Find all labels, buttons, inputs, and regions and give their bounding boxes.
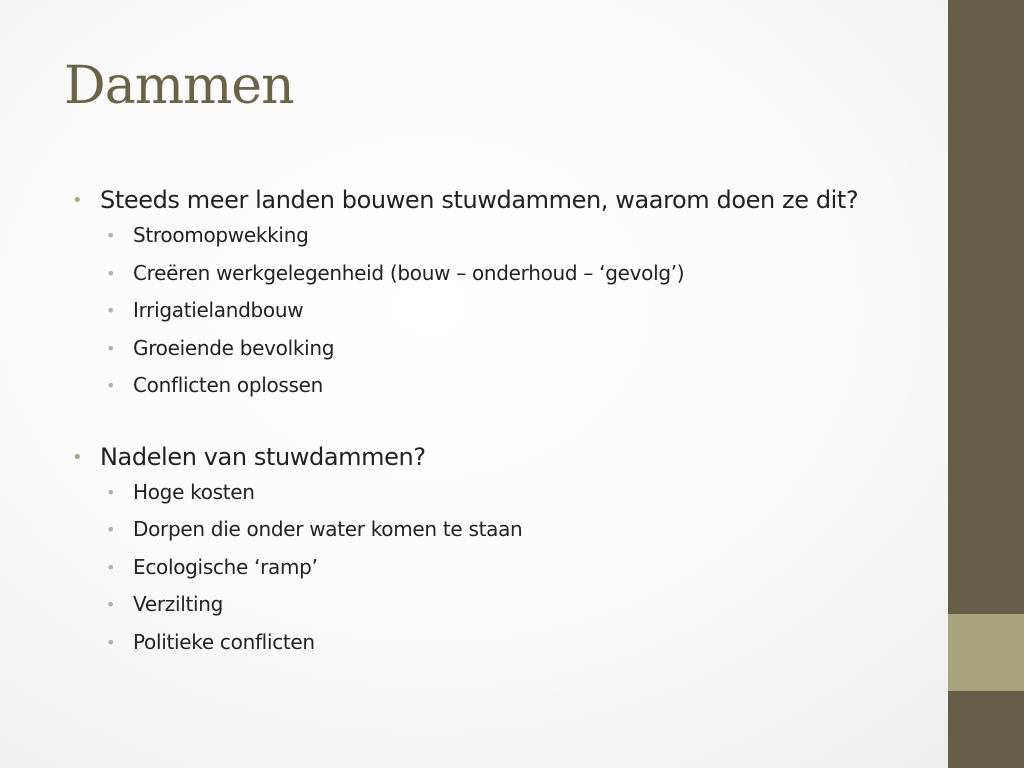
slide-title: Dammen [64, 56, 294, 116]
sub-bullet-list [72, 474, 912, 662]
sub-bullet-text: Ecologische ‘ramp’ [133, 554, 318, 579]
bullet-icon: • [106, 263, 116, 283]
sub-bullet-text: Groeiende bevolking [133, 335, 335, 360]
bullet-text: Steeds meer landen bouwen stuwdammen, waarom doen ze dit? [100, 186, 859, 214]
sub-bullet-item [106, 586, 912, 624]
sub-bullet-text: Stroomopwekking [133, 223, 309, 247]
sub-bullet-text: Dorpen die onder water komen te staan [133, 517, 523, 541]
sub-bullet-item [106, 292, 912, 330]
bullet-icon: • [106, 482, 116, 502]
bullet-icon: • [106, 632, 116, 652]
bullet-text: Nadelen van stuwdammen? [100, 442, 426, 471]
slide-content [72, 184, 912, 661]
bullet-icon: • [106, 557, 116, 577]
sub-bullet-item [106, 549, 912, 587]
bullet-item [72, 441, 912, 473]
bullet-icon: • [106, 520, 116, 539]
sub-bullet-text: Irrigatielandbouw [133, 298, 304, 322]
bullet-icon: • [72, 190, 83, 211]
sub-bullet-list [72, 217, 912, 405]
bullet-item [72, 184, 912, 216]
sub-bullet-text: Verzilting [133, 592, 224, 616]
sub-bullet-text: Politieke conflicten [133, 629, 315, 654]
section-spacer [72, 405, 912, 441]
sub-bullet-text: Conflicten oplossen [133, 373, 324, 397]
sub-bullet-text: Creëren werkgelegenheid (bouw – onderhoud – ‘gevolg’) [133, 260, 685, 285]
sub-bullet-item [106, 217, 912, 255]
bullet-icon: • [106, 376, 116, 395]
bullet-icon: • [72, 446, 83, 468]
bullet-icon: • [106, 595, 116, 614]
decorative-sidebar-accent [948, 614, 1024, 691]
sub-bullet-item [106, 255, 912, 293]
bullet-icon: • [106, 338, 116, 358]
sub-bullet-text: Hoge kosten [133, 479, 255, 504]
sub-bullet-item [106, 474, 912, 512]
sub-bullet-item [106, 367, 912, 405]
bullet-icon: • [106, 226, 116, 245]
bullet-icon: • [106, 301, 116, 320]
sub-bullet-item [106, 330, 912, 368]
sub-bullet-item [106, 511, 912, 549]
sub-bullet-item [106, 624, 912, 662]
